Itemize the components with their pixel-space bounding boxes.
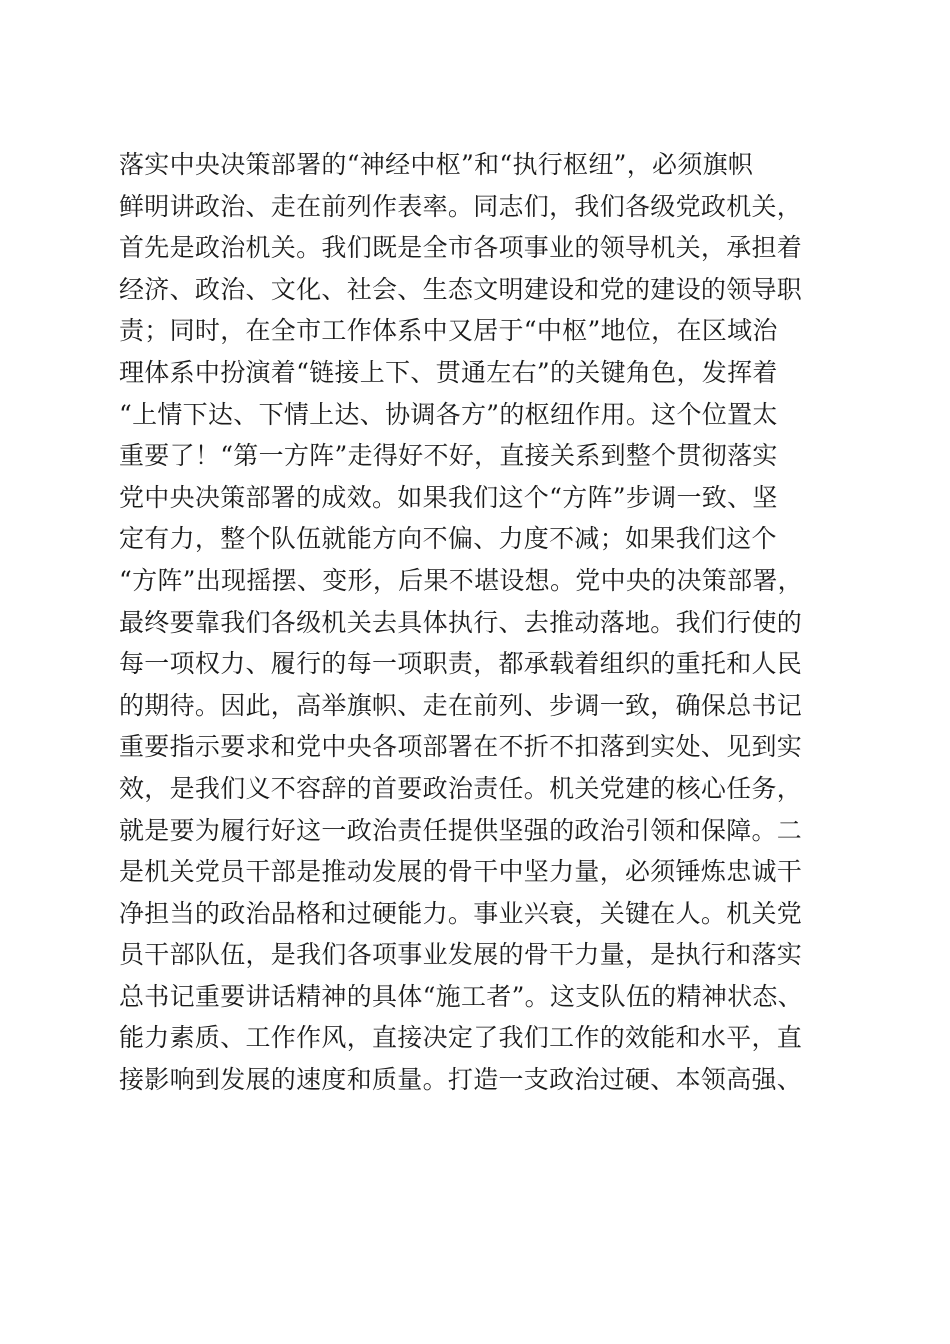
- text-line-1: 落实中央决策部署的“神经中枢”和“执行枢纽”，必须旗帜: [119, 150, 754, 179]
- text-line-23: 接影响到发展的速度和质量。打造一支政治过硬、本领高强、: [119, 1065, 803, 1095]
- text-line-18: 是机关党员干部是推动发展的骨干中坚力量，必须锤炼忠诚干: [119, 857, 803, 887]
- text-line-13: 每一项权力、履行的每一项职责，都承载着组织的重托和人民: [119, 649, 803, 679]
- text-line-9: 党中央决策部署的成效。如果我们这个“方阵”步调一致、坚: [119, 482, 778, 512]
- text-line-17: 就是要为履行好这一政治责任提供坚强的政治引领和保障。二: [119, 815, 803, 845]
- text-line-8: 重要了！“第一方阵”走得好不好，直接关系到整个贯彻落实: [119, 441, 778, 471]
- body-text: [119, 144, 839, 1101]
- text-line-4: 经济、政治、文化、社会、生态文明建设和党的建设的领导职: [119, 274, 803, 304]
- text-line-10: 定有力，整个队伍就能方向不偏、力度不减；如果我们这个: [119, 524, 777, 554]
- text-line-7: “上情下达、下情上达、协调各方”的枢纽作用。这个位置太: [119, 399, 778, 429]
- text-line-22: 能力素质、工作作风，直接决定了我们工作的效能和水平，直: [119, 1023, 803, 1053]
- text-line-12: 最终要靠我们各级机关去具体执行、去推动落地。我们行使的: [119, 607, 803, 637]
- text-line-16: 效，是我们义不容辞的首要政治责任。机关党建的核心任务，: [119, 773, 803, 803]
- text-line-21: 总书记重要讲话精神的具体“施工者”。这支队伍的精神状态、: [119, 981, 803, 1011]
- text-line-11: “方阵”出现摇摆、变形，后果不堪设想。党中央的决策部署，: [119, 565, 803, 595]
- text-line-19: 净担当的政治品格和过硬能力。事业兴衰，关键在人。机关党: [119, 898, 803, 928]
- text-line-2: 鲜明讲政治、走在前列作表率。同志们，我们各级党政机关，: [119, 191, 803, 221]
- text-line-20: 员干部队伍，是我们各项事业发展的骨干力量，是执行和落实: [119, 940, 803, 970]
- text-line-14: 的期待。因此，高举旗帜、走在前列、步调一致，确保总书记: [119, 690, 803, 720]
- text-line-5: 责；同时，在全市工作体系中又居于“中枢”地位，在区域治: [119, 316, 778, 346]
- text-line-15: 重要指示要求和党中央各项部署在不折不扣落到实处、见到实: [119, 732, 803, 762]
- text-line-6: 理体系中扮演着“链接上下、贯通左右”的关键角色，发挥着: [119, 357, 778, 387]
- text-line-3: 首先是政治机关。我们既是全市各项事业的领导机关，承担着: [119, 233, 803, 263]
